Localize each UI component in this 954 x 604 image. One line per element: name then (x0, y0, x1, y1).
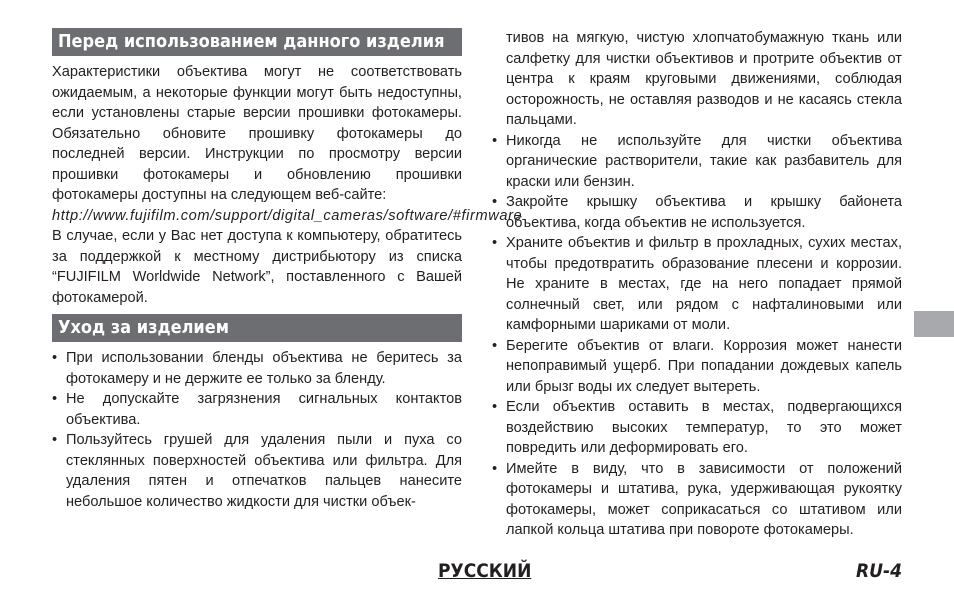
list-item-text: Пользуйтесь грушей для удаления пыли и пуха со стеклянных поверхностей объектива или фильтра. Для удаления пятен и отпечатков пальцев нанесите небольшое количество жидкости для чистки объек- (66, 432, 462, 510)
list-item (492, 459, 902, 541)
right-column (492, 28, 902, 541)
bullet-icon: • (492, 194, 498, 210)
list-item-text: Храните объектив и фильтр в прохладных, сухих местах, чтобы предотвратить образование плесени и коррозии. Не храните в местах, где на него попадает прямой солнечный свет, или рядом с нафталиновыми или камфорными шариками от моли. (506, 235, 902, 333)
list-item (52, 389, 462, 430)
bullet-icon: • (52, 391, 58, 407)
bullet-icon: • (492, 399, 498, 415)
firmware-url[interactable]: http://www.fujifilm.com/support/digital_cameras/software/#firmware (52, 207, 523, 224)
left-column (52, 28, 523, 512)
list-item (492, 397, 902, 459)
firmware-paragraph: Характеристики объектива могут не соответствовать ожидаемым, а некоторые функции могут быть недоступны, если установлены старые версии прошивки фотокамеры. Обязательно обновите прошивку фотокамеры до последней версии. Инструкции по просмотру версии прошивки фотокамеры и обновлению прошивки фотокамеры доступны на следующем веб-сайте: (52, 64, 462, 203)
list-item-text: Берегите объектив от влаги. Коррозия может нанести непоправимый ущерб. При попадании дождевых капель или брызг воды их следует вытереть. (506, 337, 902, 395)
list-item (52, 430, 462, 512)
footer-page-number: RU-4 (855, 560, 902, 582)
bullet-icon: • (492, 235, 498, 251)
list-item (52, 348, 462, 389)
list-item (492, 336, 902, 398)
list-item-text: Закройте крышку объектива и крышку байонета объектива, когда объектив не используется. (506, 194, 902, 231)
list-item-text: Никогда не используйте для чистки объектива органические растворители, такие как разбавитель для краски или бензин. (506, 132, 902, 190)
bullet-icon: • (52, 432, 58, 448)
list-item-text: Если объектив оставить в местах, подвергающихся воздействию высоких температур, то это может повредить или деформировать его. (506, 399, 902, 456)
section-title-care: Уход за изделием (52, 314, 462, 342)
care-list-right (492, 131, 902, 541)
footer-language: РУССКИЙ (438, 560, 532, 582)
bullet-icon: • (52, 350, 58, 366)
list-item (492, 192, 902, 233)
section-title-before-use: Перед использованием данного изделия (52, 28, 462, 56)
list-item-text: Имейте в виду, что в зависимости от положений фотокамеры и штатива, рука, удерживающая рукоятку фотокамеры, может соприкасаться со штативом или лапкой кольца штатива при повороте фотокамеры. (506, 460, 902, 538)
support-paragraph: В случае, если у Вас нет доступа к компьютеру, обратитесь за поддержкой к местному дистрибьютору из списка “FUJIFILM Worldwide Network”, поставленного с Вашей фотокамерой. (52, 228, 462, 306)
bullet-icon: • (492, 460, 498, 477)
bullet-icon: • (492, 337, 498, 354)
cleaning-continuation: тивов на мягкую, чистую хлопчатобумажную ткань или салфетку для чистки объективов и протрите объектив от центра к краям круговыми движениями, соблюдая осторожность, не оставляя разводов и не касаясь стекла пальцами. (506, 30, 902, 128)
list-item-text: Не допускайте загрязнения сигнальных контактов объектива. (66, 391, 462, 428)
bullet-icon: • (492, 132, 498, 149)
side-thumb-tab (914, 311, 954, 337)
list-item (492, 131, 902, 193)
care-list-left (52, 348, 462, 512)
list-item (492, 233, 902, 336)
list-item-text: При использовании бленды объектива не беритесь за фотокамеру и не держите ее только за бленду. (66, 350, 462, 387)
